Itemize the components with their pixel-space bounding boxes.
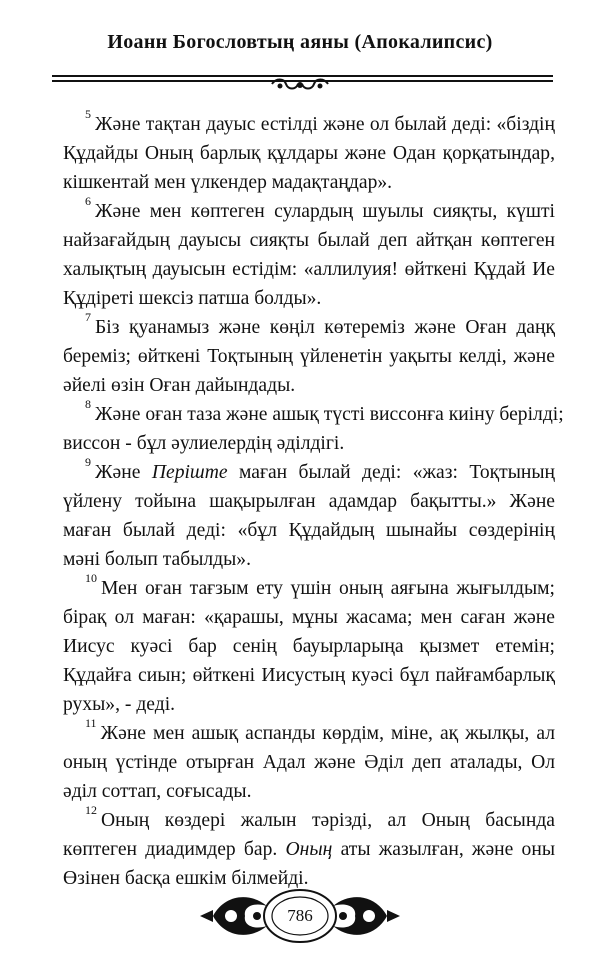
verse-number: 9 [85,455,91,469]
text-segment: Және оған таза және ашық түсті виссонға киіну берілді; [95,404,564,425]
text-segment: аты жазылған, және оны [332,839,555,860]
running-header-title: Иоанн Богословтың аяны (Апокалипсис) [107,31,493,53]
verse-number: 5 [85,107,91,121]
verse [63,455,555,574]
verse-line [63,429,555,458]
text-segment: найзағайдың дауысы сияқты былай деп айтқан көптеген [63,230,555,251]
verse-text [63,107,564,893]
text-segment: Құдайды Оның барлық құлдары және Одан қорқатындар, [63,143,555,164]
verse-number: 6 [85,194,91,208]
text-segment: әділ соттап, соғысады. [63,781,252,802]
verse-line [63,716,555,748]
verse-line [63,194,555,226]
verse-line [63,168,555,197]
text-segment: Өзінен басқа ешкім білмейді. [63,868,309,889]
verse [63,716,555,806]
text-segment: әйелі өзін Оған дайындады. [63,375,296,396]
verse-line [63,571,555,603]
text-segment: кішкентай мен үлкендер мадақтаңдар». [63,172,393,193]
verse-number: 12 [85,803,97,817]
text-segment: маған былай деді: «жаз: Тоқтының [227,462,555,483]
verse-line [63,226,555,255]
verse-line [63,487,555,516]
text-segment: рухы», - деді. [63,694,176,715]
verse-line [63,603,555,632]
text-segment: Біз қуанамыз және көңіл көтереміз және Оған даңқ [95,317,555,338]
page-number: 786 [287,906,313,925]
verse [63,310,555,400]
verse-line [63,516,555,545]
verse-line [63,690,555,719]
page-footer-ornament [195,884,405,944]
verse-line [63,139,555,168]
verse-line [63,284,555,313]
text-segment: көптеген диадимдер бар. [63,839,286,860]
verse-line [63,661,555,690]
verse-line [63,255,555,284]
text-segment: Құдіреті шексіз патша болды». [63,288,322,309]
verse-line [63,835,555,864]
verse-line [63,342,555,371]
text-segment: Мен оған тағзым ету үшін оның аяғына жығылдым; [101,578,555,599]
verse [63,194,555,313]
text-segment: Құдайға сиын; өйткені Иисустың куәсі бұл пайғамбарлық [63,665,555,686]
verse-line [63,777,555,806]
text-segment: мәні болып табылды». [63,549,251,570]
verse-line [63,748,555,777]
verse-line [63,310,555,342]
verse-line [63,632,555,661]
verse-line [63,371,555,400]
text-segment: виссон - бұл әулиелердің әділдігі. [63,433,345,454]
text-segment: береміз; өйткені Тоқтының үйленетін уақыты келді, және [63,346,555,367]
verse-number: 7 [85,310,91,324]
text-segment: оның үстінде отырған Адал және Әділ деп аталады, Ол [63,752,555,773]
text-segment: үйлену тойына шақырылған адамдар бақытты.» Және [63,491,555,512]
header-rule [52,75,553,77]
verse-line [63,455,555,487]
verse [63,571,555,719]
text-segment: Және [95,462,152,483]
text-segment: Және мен ашық аспанды көрдім, міне, ақ жылқы, ал [100,723,555,744]
verse-line [63,107,555,139]
verse-number: 8 [85,397,91,411]
text-segment: Және тақтан дауыс естілді және ол былай деді: «біздің [95,114,555,135]
text-segment: Және мен көптеген сулардың шуылы сияқты, күшті [95,201,555,222]
verse-number: 10 [85,571,97,585]
ornament-icon [268,78,332,92]
text-segment: Оның көздері жалын тәрізді, ал Оның басында [101,810,555,831]
verse-line [63,803,555,835]
verse [63,803,555,893]
verse [63,107,555,197]
text-segment: бірақ ол маған: «қарашы, мұны жасама; мен саған және [63,607,555,628]
verse-number: 11 [85,716,97,730]
verse-line [63,864,555,893]
italic-text: Оның [285,839,333,860]
verse-line [63,397,564,429]
text-segment: халықтың дауысын естідім: «аллилуия! өйткені Құдай Ие [63,259,555,280]
text-segment: Иисус куәсі бар сенің бауырларыңа қызмет етемін; [63,636,555,657]
verse-line [63,545,555,574]
italic-text: Періште [151,462,228,483]
text-segment: маған былай деді: «бұл Құдайдың шынайы сөздерінің [63,520,555,541]
verse [63,397,564,458]
